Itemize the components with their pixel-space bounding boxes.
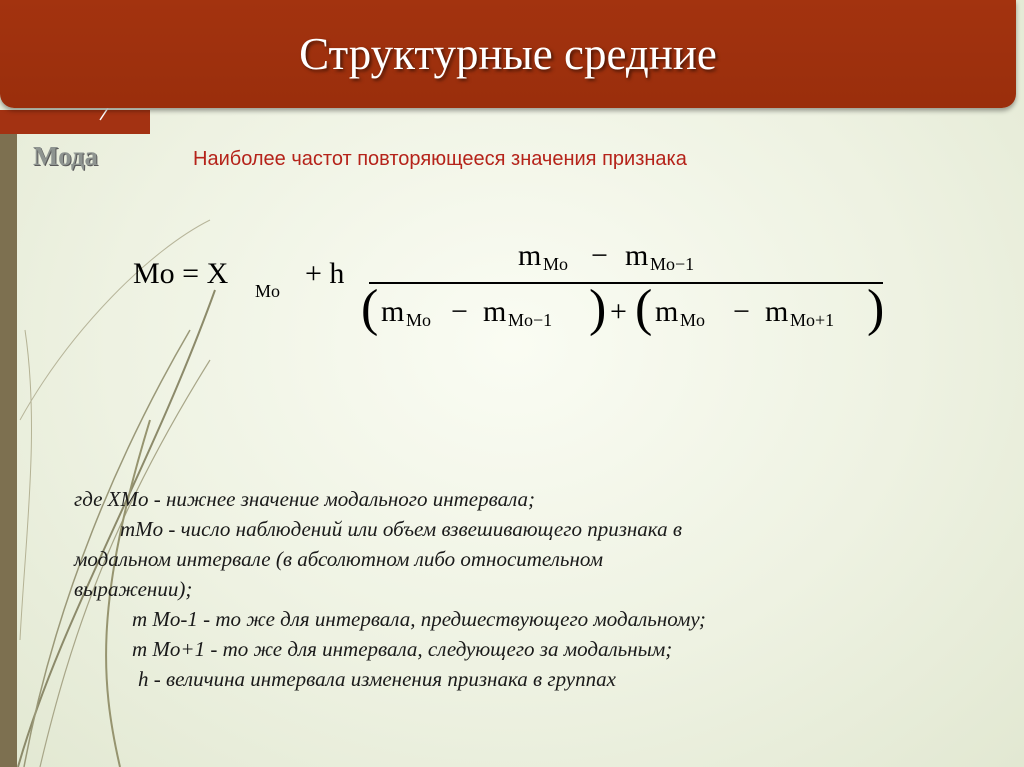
slide-title: Структурные средние	[299, 29, 717, 79]
num-m2: m	[625, 239, 649, 272]
formula-lhs: Mo = X	[133, 257, 229, 290]
mode-formula	[133, 233, 893, 343]
formula-x-sub: Mo	[255, 281, 281, 301]
den-close1: )	[589, 280, 607, 337]
note-line: h - величина интервала изменения признака в группах	[138, 667, 616, 691]
note-line: m Mo+1 - то же для интервала, следующего за модальным;	[132, 637, 673, 661]
formula-notes	[74, 484, 974, 694]
moda-definition: Наиболее частот повторяющееся значения признака	[193, 148, 687, 170]
den-sub1: Mo	[406, 310, 432, 330]
title-banner	[0, 0, 1016, 108]
den-m4: m	[765, 295, 789, 328]
note-line: mMo - число наблюдений или объем взвешивающего признака в	[120, 517, 682, 541]
formula-plus-h: + h	[305, 257, 345, 290]
fraction-line	[369, 282, 883, 284]
den-close2: )	[867, 280, 885, 337]
den-m1: m	[381, 295, 405, 328]
note-line: модальном интервале (в абсолютном либо относительном	[74, 547, 603, 571]
num-m1: m	[518, 239, 542, 272]
note-line: где XMo - нижнее значение модального интервала;	[74, 487, 535, 511]
den-sub4: Mo+1	[790, 310, 835, 330]
den-open1: (	[361, 280, 379, 337]
den-m2: m	[483, 295, 507, 328]
den-sub2: Mo−1	[508, 310, 553, 330]
num-sub1: Mo	[543, 254, 569, 274]
moda-label: Мода	[33, 141, 99, 171]
note-line: m Mo-1 - то же для интервала, предшествующего модальному;	[132, 607, 706, 631]
den-minus1: −	[451, 295, 468, 328]
den-sub3: Mo	[680, 310, 706, 330]
den-m3: m	[655, 295, 679, 328]
num-minus: −	[591, 239, 608, 272]
den-minus2: −	[733, 295, 750, 328]
num-sub2: Mo−1	[650, 254, 695, 274]
den-open2: (	[635, 280, 653, 337]
den-plus: +	[610, 295, 627, 328]
note-line: выражении);	[74, 577, 193, 601]
